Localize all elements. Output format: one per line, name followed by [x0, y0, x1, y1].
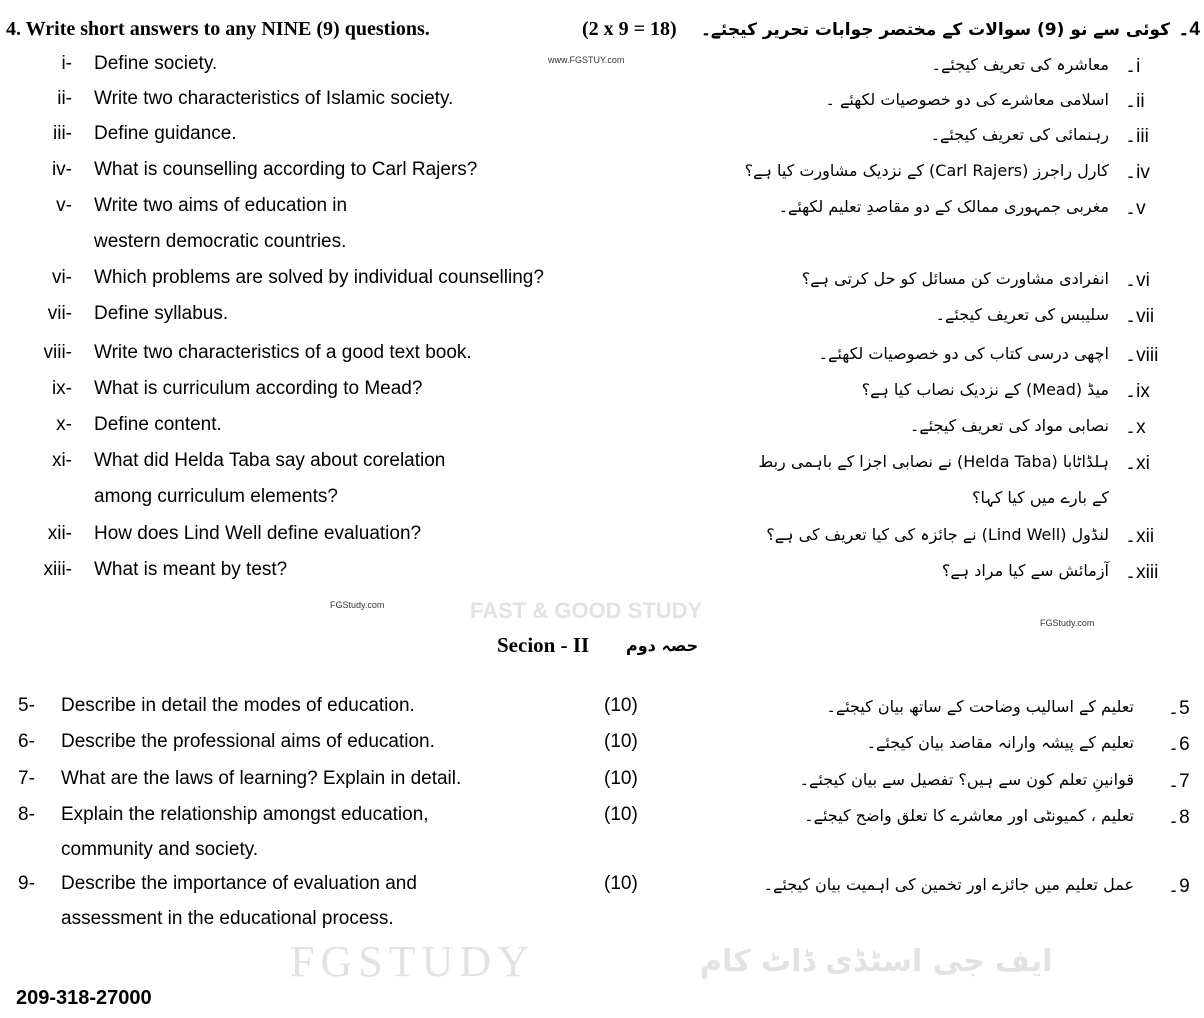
question-text: Write two aims of education in [94, 195, 348, 216]
urdu-question-number: iii۔ [1125, 126, 1149, 147]
question-number: 7- [18, 768, 35, 789]
question-text: Which problems are solved by individual counselling? [94, 267, 544, 288]
urdu-question-number: ix۔ [1125, 381, 1150, 402]
question-number: xiii- [43, 559, 72, 580]
urdu-question-text: اسلامی معاشرے کی دو خصوصیات لکھئے ۔ [825, 90, 1109, 109]
paper-code: 209-318-27000 [16, 987, 152, 1009]
urdu-question-number: i۔ [1125, 56, 1141, 77]
question-number: ix- [51, 378, 72, 399]
question-text: How does Lind Well define evaluation? [94, 523, 422, 544]
urdu-question-number: iv۔ [1125, 162, 1150, 183]
watermark-site-top: www.FGSTUY.com [548, 55, 625, 65]
urdu-question-number: 7۔ [1168, 771, 1190, 792]
question-number: 8- [18, 804, 35, 825]
urdu-question-number: 8۔ [1168, 807, 1190, 828]
question-4-title: 4. Write short answers to any NINE (9) questions. [6, 18, 430, 40]
question-text: Explain the relationship amongst education, [61, 804, 429, 825]
urdu-question-number: xi۔ [1125, 453, 1150, 474]
question-text: Define content. [94, 414, 222, 435]
question-text: Define society. [94, 53, 218, 74]
question-text: Define syllabus. [94, 303, 229, 324]
question-text: assessment in the educational process. [61, 908, 394, 929]
question-text: What did Helda Taba say about corelation [94, 450, 446, 471]
question-number: v- [56, 195, 72, 216]
question-4-marks: (2 x 9 = 18) [582, 18, 677, 40]
question-number: 9- [18, 873, 35, 894]
urdu-question-text: معاشرہ کی تعریف کیجئے۔ [931, 55, 1109, 74]
question-marks: (10) [604, 695, 638, 716]
question-number: viii- [43, 342, 72, 363]
question-number: iii- [53, 123, 72, 144]
question-text: among curriculum elements? [94, 486, 338, 507]
urdu-question-number: ii۔ [1125, 91, 1145, 112]
question-text: community and society. [61, 839, 259, 860]
question-text: Write two characteristics of a good text book. [94, 342, 472, 363]
urdu-question-text: سلیبس کی تعریف کیجئے۔ [935, 305, 1109, 324]
watermark-site-right: FGStudy.com [1040, 618, 1095, 628]
question-4-urdu-title: کوئی سے نو (9) سوالات کے مختصر جوابات تحریر کیجئے۔ [700, 20, 1170, 40]
question-text: Define guidance. [94, 123, 237, 144]
question-marks: (10) [604, 768, 638, 789]
urdu-question-text: کے بارے میں کیا کہا؟ [971, 488, 1109, 507]
question-text: Describe the professional aims of education. [61, 731, 435, 752]
question-marks: (10) [604, 804, 638, 825]
watermark-site-left: FGStudy.com [330, 600, 385, 610]
question-text: Describe the importance of evaluation and [61, 873, 417, 894]
urdu-question-text: میڈ (Mead) کے نزدیک نصاب کیا ہے؟ [861, 380, 1109, 399]
watermark-fgstudy: FGSTUDY [290, 937, 535, 986]
urdu-question-text: ہلڈاٹابا (Helda Taba) نے نصابی اجزا کے باہمی ربط [758, 452, 1109, 471]
urdu-question-text: لنڈول (Lind Well) نے جائزہ کی کیا تعریف کی ہے؟ [766, 525, 1109, 544]
urdu-question-text: انفرادی مشاورت کن مسائل کو حل کرتی ہے؟ [801, 269, 1109, 288]
question-number: ii- [57, 88, 72, 109]
urdu-question-text: قوانینِ تعلم کون سے ہیں؟ تفصیل سے بیان کیجئے۔ [799, 770, 1134, 789]
question-text: western democratic countries. [94, 231, 347, 252]
question-text: What is counselling according to Carl Rajers? [94, 159, 478, 180]
question-4-urdu-number: 4۔ [1178, 19, 1200, 40]
urdu-question-number: 6۔ [1168, 734, 1190, 755]
urdu-question-number: vii۔ [1125, 306, 1155, 327]
urdu-question-number: xiii۔ [1125, 562, 1159, 583]
urdu-question-number: v۔ [1125, 198, 1146, 219]
question-number: xi- [51, 450, 72, 471]
question-number: vii- [47, 303, 72, 324]
question-marks: (10) [604, 873, 638, 894]
question-text: Describe in detail the modes of education. [61, 695, 415, 716]
urdu-question-text: تعلیم کے اسالیب وضاحت کے ساتھ بیان کیجئے۔ [826, 697, 1134, 716]
urdu-question-text: تعلیم کے پیشہ وارانہ مقاصد بیان کیجئے۔ [866, 733, 1134, 752]
urdu-question-number: vi۔ [1125, 270, 1150, 291]
urdu-question-text: عمل تعلیم میں جائزے اور تخمین کی اہمیت بیان کیجئے۔ [763, 875, 1134, 894]
urdu-question-text: کارل راجرز (Carl Rajers) کے نزدیک مشاورت کیا ہے؟ [744, 161, 1109, 180]
question-number: 5- [18, 695, 35, 716]
urdu-question-text: مغربی جمہوری ممالک کے دو مقاصدِ تعلیم لکھئے۔ [778, 197, 1109, 216]
question-text: Write two characteristics of Islamic society. [94, 88, 454, 109]
question-text: What are the laws of learning? Explain in detail. [61, 768, 462, 789]
section-2-title: Secion - II [497, 633, 590, 657]
watermark-tagline: FAST & GOOD STUDY [470, 598, 703, 623]
urdu-question-text: نصابی مواد کی تعریف کیجئے۔ [909, 416, 1109, 435]
urdu-question-text: آزمائش سے کیا مراد ہے؟ [941, 561, 1109, 580]
watermark-urdu: ایف جی اسٹڈی ڈاٹ کام [700, 944, 1053, 979]
question-text: What is curriculum according to Mead? [94, 378, 423, 399]
urdu-question-number: 9۔ [1168, 876, 1190, 897]
urdu-question-number: xii۔ [1125, 526, 1155, 547]
question-number: vi- [51, 267, 72, 288]
question-text: What is meant by test? [94, 559, 288, 580]
urdu-question-text: رہنمائی کی تعریف کیجئے۔ [930, 125, 1109, 144]
question-marks: (10) [604, 731, 638, 752]
question-number: x- [56, 414, 72, 435]
section-2-urdu-title: حصہ دوم [626, 636, 699, 655]
question-number: 6- [18, 731, 35, 752]
question-number: xii- [47, 523, 72, 544]
urdu-question-text: اچھی درسی کتاب کی دو خصوصیات لکھئے۔ [818, 344, 1109, 363]
urdu-question-number: viii۔ [1125, 345, 1159, 366]
question-number: i- [61, 53, 72, 74]
urdu-question-text: تعلیم ، کمیونٹی اور معاشرے کا تعلق واضح کیجئے۔ [804, 806, 1134, 825]
urdu-question-number: x۔ [1125, 417, 1146, 438]
question-number: iv- [51, 159, 72, 180]
urdu-question-number: 5۔ [1168, 698, 1190, 719]
